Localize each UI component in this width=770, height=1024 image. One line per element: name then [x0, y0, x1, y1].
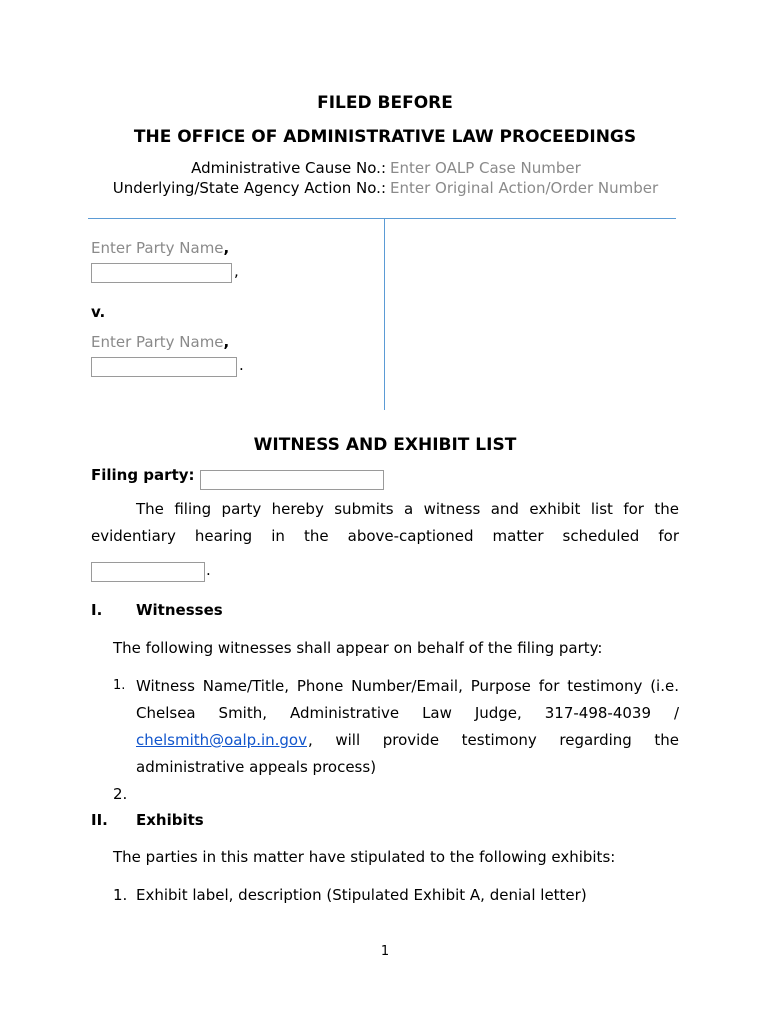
- witness-item1-line2: Chelsea Smith, Administrative Law Judge, 317-498-4039 /: [136, 704, 679, 722]
- filing-party-label: Filing party:: [91, 466, 195, 484]
- section-one-heading: Witnesses: [136, 601, 223, 619]
- section-two-numeral: II.: [91, 811, 108, 829]
- witness-item1-number: 1.: [113, 678, 126, 693]
- section-two-heading: Exhibits: [136, 811, 204, 829]
- party1-line: [91, 239, 229, 257]
- witness-item2-number: 2.: [113, 785, 128, 803]
- page-number: 1: [380, 944, 390, 959]
- header-office-title: THE OFFICE OF ADMINISTRATIVE LAW PROCEEDINGS: [133, 127, 637, 147]
- exhibits-intro: The parties in this matter have stipulated to the following exhibits:: [113, 848, 616, 866]
- party1-designation-field[interactable]: [91, 263, 232, 283]
- party2-name-input[interactable]: Enter Party Name: [91, 333, 224, 351]
- filing-party-field[interactable]: [200, 470, 384, 490]
- party2-comma: ,: [223, 333, 230, 351]
- action-number-input[interactable]: Enter Original Action/Order Number: [390, 179, 659, 197]
- party2-designation-period: .: [239, 356, 244, 374]
- hearing-date-period: .: [206, 561, 211, 579]
- section-one-numeral: I.: [91, 601, 103, 619]
- cause-number-label: Administrative Cause No.:: [191, 159, 386, 177]
- versus-label: v.: [91, 303, 106, 321]
- party1-comma: ,: [223, 239, 230, 257]
- intro-paragraph-line1: The filing party hereby submits a witness and exhibit list for the: [136, 500, 679, 518]
- cause-number-input[interactable]: Enter OALP Case Number: [390, 159, 581, 177]
- action-number-label: Underlying/State Agency Action No.:: [112, 179, 386, 197]
- witness-email-link[interactable]: chelsmith@oalp.in.gov: [136, 731, 307, 749]
- exhibit-item1-text: Exhibit label, description (Stipulated Exhibit A, denial letter): [136, 886, 587, 904]
- document-title: WITNESS AND EXHIBIT LIST: [253, 435, 517, 455]
- party2-line: [91, 333, 229, 351]
- caption-vertical-divider: [384, 219, 385, 410]
- party1-name-input[interactable]: Enter Party Name: [91, 239, 224, 257]
- witness-item1-line4: administrative appeals process): [136, 758, 377, 776]
- header-filed-before: FILED BEFORE: [317, 93, 453, 113]
- caption-top-divider: [88, 218, 676, 219]
- hearing-date-field[interactable]: [91, 562, 205, 582]
- witnesses-intro: The following witnesses shall appear on behalf of the filing party:: [113, 639, 603, 657]
- party1-designation-comma: ,: [234, 262, 239, 280]
- witness-item1-line3-text: , will provide testimony regarding the: [308, 731, 679, 749]
- intro-paragraph-line2: evidentiary hearing in the above-captioned matter scheduled for: [91, 527, 679, 545]
- witness-item1-line1: Witness Name/Title, Phone Number/Email, Purpose for testimony (i.e.: [136, 677, 679, 695]
- exhibit-item1-number: 1.: [113, 886, 128, 904]
- party2-designation-field[interactable]: [91, 357, 237, 377]
